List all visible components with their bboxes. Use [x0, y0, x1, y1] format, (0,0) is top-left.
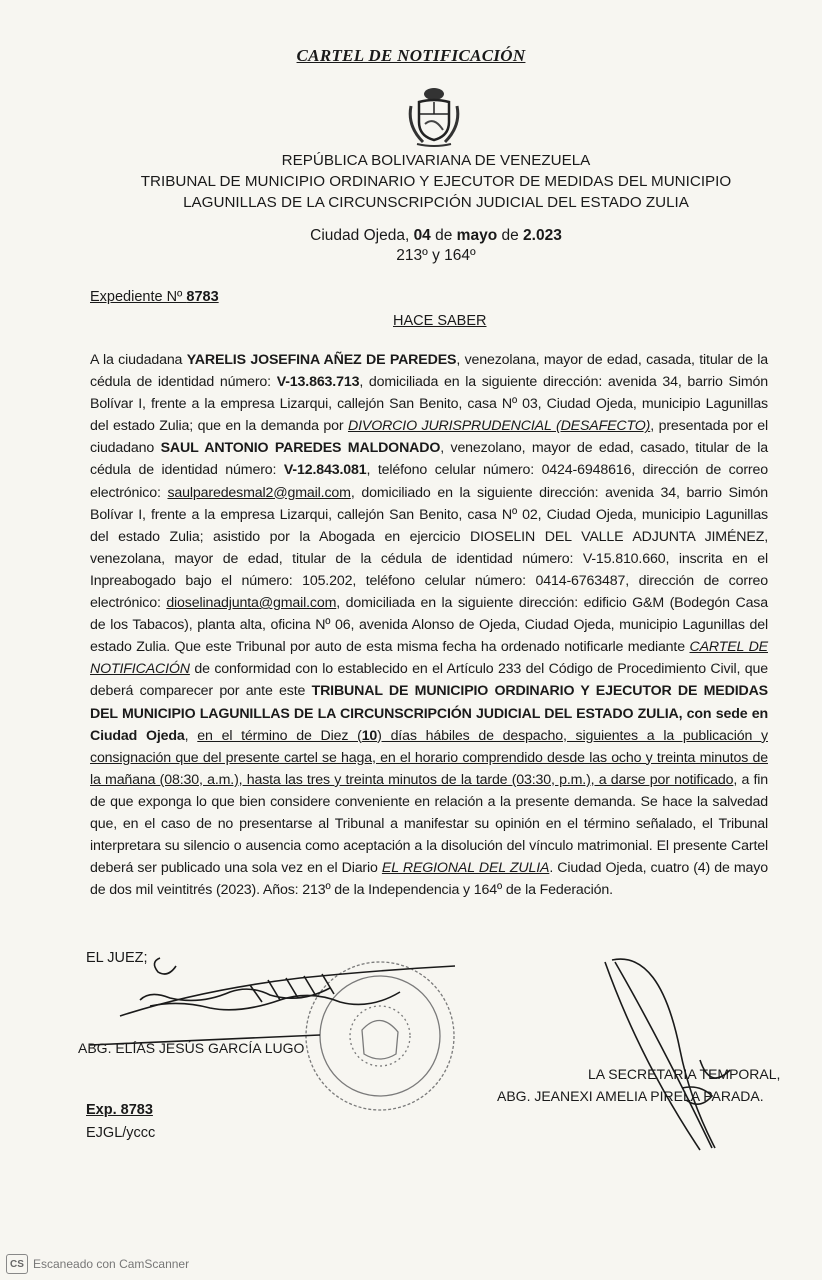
plaintiff-email: saulparedesmal2@gmail.com: [167, 484, 351, 501]
body-text: , domiciliada en la siguiente dirección: avenida 34, barrio Simón Bolívar I, frente a la empresa Lizarqui, callejón San Benito, casa Nº 03, Ciudad Ojeda, municipio Lagunillas del estado Zulia; que en la demanda por: [90, 374, 768, 435]
body-text: de conformidad con lo establecido en el Artículo 233 del Código de Procedimiento Civil, que deberá comparecer por ante este: [90, 661, 768, 700]
body-text: , presentada por el ciudadano: [90, 418, 768, 457]
secretary-role: LA SECRETARIA TEMPORAL,: [588, 1066, 781, 1082]
deadline-days: 10: [361, 727, 378, 744]
body-text: , teléfono celular número: 0424-6948616, dirección de correo electrónico:: [90, 462, 768, 501]
scanner-text: Escaneado con CamScanner: [33, 1257, 190, 1271]
body-text: , a fin de que exponga lo que bien considere conveniente en relación a la presente demanda. Se hace la salvedad que, en el caso de no presentarse al Tribunal a manifestar su opinión en el término señalado, el Tribunal interpretara su silencio o ausencia como aceptación a la disolución del vínculo matrimonial. El presente Cartel deberá ser publicado una sola vez en el Diario: [90, 771, 769, 877]
date-de: de: [497, 227, 524, 244]
header-line: LAGUNILLAS DE LA CIRCUNSCRIPCIÓN JUDICIAL DEL ESTADO ZULIA: [183, 194, 689, 211]
date-month: mayo: [456, 227, 498, 244]
body-text: , venezolano, mayor de edad, casado, titular de la cédula de identidad número:: [90, 440, 768, 479]
plaintiff-id: V-12.843.081: [283, 462, 367, 479]
hace-saber-heading: HACE SABER: [393, 313, 487, 329]
judge-label: EL JUEZ;: [86, 950, 148, 966]
date-city: Ciudad Ojeda,: [310, 227, 414, 244]
scanner-watermark: [6, 1254, 189, 1274]
body-text: . Ciudad Ojeda, cuatro (4) de mayo de dos mil veintitrés (2023). Años: 213º de la Independencia y 164º de la Federación.: [90, 860, 768, 899]
plaintiff-name: SAUL ANTONIO PAREDES MALDONADO: [160, 440, 441, 457]
secretary-signature-icon: [605, 959, 730, 1150]
expediente-number: 8783: [186, 289, 219, 305]
body-text: , domiciliado en la siguiente dirección: avenida 34, barrio Simón Bolívar I, frente a la empresa Lizarqui, callejón San Benito, casa Nº 02, Ciudad Ojeda, municipio Lagunillas del estado Zulia; asistido por la Abogada en ejercicio DIOSELIN DEL VALLE ADJUNTA JIMÉNEZ, venezolana, mayor de edad, titular de la cédula de identidad número: V-15.810.660, inscrita en el Inpreabogado bajo el número: 105.202, teléfono celular número: 0414-6763487, dirección de correo electrónico:: [90, 484, 768, 612]
header-line: REPÚBLICA BOLIVARIANA DE VENEZUELA: [281, 152, 591, 169]
date-day: 04: [413, 227, 431, 244]
lawyer-email: dioselinadjunta@gmail.com: [166, 595, 337, 612]
judge-signature-icon: [90, 958, 455, 1045]
camscanner-logo-icon: CS: [6, 1254, 28, 1274]
body-text: A la ciudadana: [90, 352, 187, 368]
years-line: 213º y 164º: [396, 247, 476, 264]
header-line: TRIBUNAL DE MUNICIPIO ORDINARIO Y EJECUTOR DE MEDIDAS DEL MUNICIPIO: [140, 173, 732, 190]
newspaper-name: EL REGIONAL DEL ZULIA: [381, 860, 550, 877]
body-text: , venezolana, mayor de edad, casada, titular de la cédula de identidad número:: [90, 352, 769, 391]
date-de: de: [430, 227, 457, 244]
expediente-text: Expediente Nº: [90, 289, 187, 305]
deadline-text: en el término de Diez (: [197, 727, 362, 744]
cartel-reference: CARTEL DE NOTIFICACIÓN: [90, 639, 768, 678]
deadline-text: ) días hábiles de despacho, siguientes a la publicación y consignación que del presente cartel se haga, en el horario comprendido desde las ocho y treinta minutos de la mañana (08:30, a.m.), hasta las tres y treinta minutos de la tarde (03:30, p.m.), a darse por notificado: [90, 727, 768, 788]
defendant-id: V-13.863.713: [276, 374, 360, 391]
expediente-footer: Exp. 8783: [86, 1102, 153, 1118]
court-name: TRIBUNAL DE MUNICIPIO ORDINARIO Y EJECUTOR DE MEDIDAS DEL MUNICIPIO LAGUNILLAS DE LA CIRCUNSCRIPCIÓN JUDICIAL DEL ESTADO ZULIA, con sede en Ciudad Ojeda: [90, 683, 768, 744]
date-year: 2.023: [523, 227, 562, 244]
body-text: , domiciliada en la siguiente dirección: edificio G&M (Bodegón Casa de los Tabacos), planta alta, oficina Nº 06, avenida Alonso de Ojeda, Ciudad Ojeda, municipio Lagunillas del estado Zulia. Que este Tribunal por auto de esta misma fecha ha ordenado notificarle mediante: [90, 595, 768, 656]
document-title: CARTEL DE NOTIFICACIÓN: [296, 46, 526, 65]
body-text: ,: [184, 727, 198, 744]
author-initials: EJGL/yccc: [86, 1125, 156, 1141]
case-type: DIVORCIO JURISPRUDENCIAL (DESAFECTO): [348, 418, 651, 435]
judge-name: ABG. ELÍAS JESÚS GARCÍA LUGO: [78, 1040, 305, 1056]
defendant-name: YARELIS JOSEFINA AÑEZ DE PAREDES: [186, 352, 457, 368]
secretary-name: ABG. JEANEXI AMELIA PIRELA PARADA.: [497, 1088, 764, 1104]
